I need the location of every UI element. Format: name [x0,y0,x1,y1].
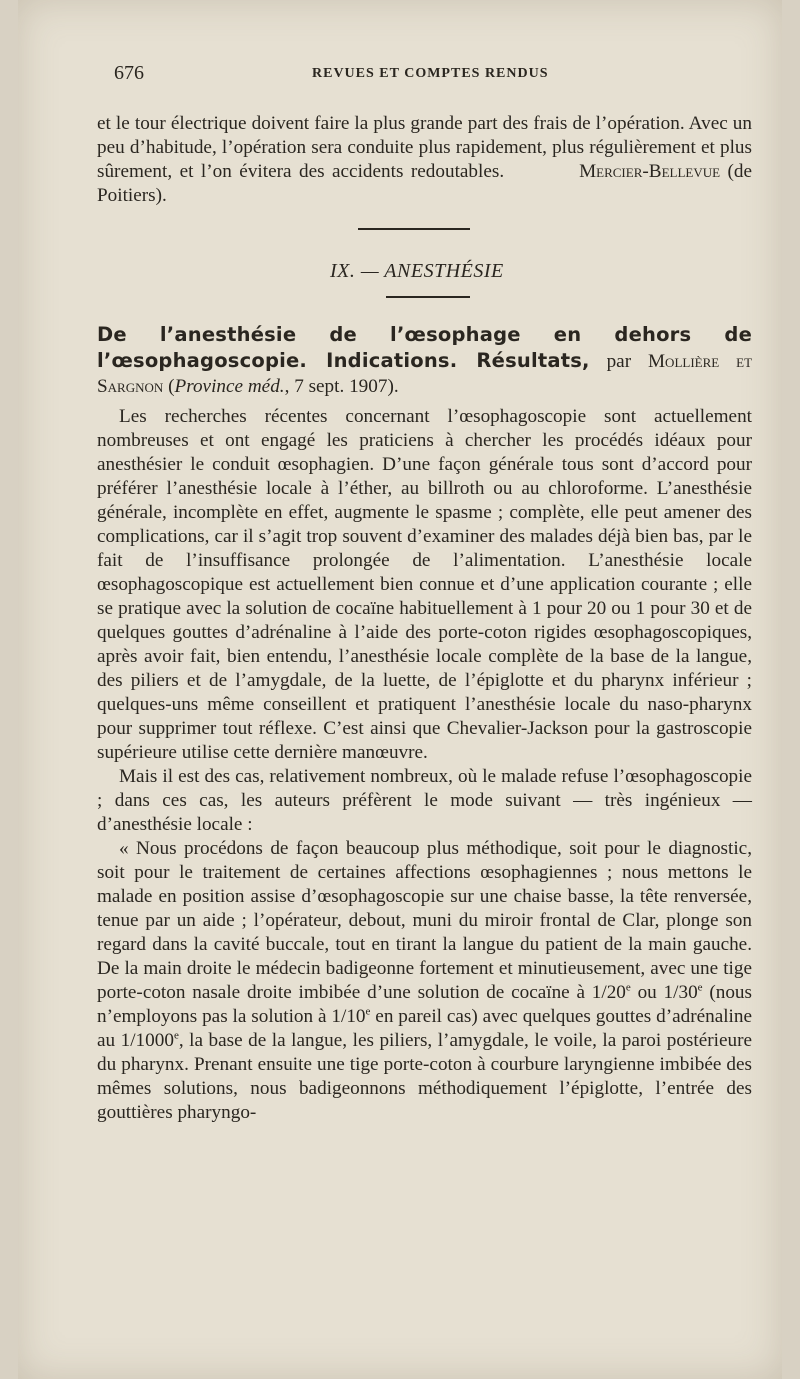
paragraph-3-part-a: « Nous procédons de façon beaucoup plus méthodique, soit pour le diagnostic, soit pour le traitement de certaines affections œsophagiennes ; nous mettons le malade en position assise d’œsophagoscopie sur une chaise basse, la tête renversée, tenue par un aide ; l’opérateur, debout, muni du miroir frontal de Clar, plonge son regard dans la cavité buccale, tout en tirant la langue du patient de la main gauche. De la main droite le médecin badigeonne fortement et minutieusement, avec une tige porte-coton nasale droite imbibée d’une solution de cocaïne à 1/20 [97,838,752,1003]
divider-bottom [386,296,470,298]
superscript: e [365,1005,371,1018]
signature-place: (de Poitiers). [97,161,753,206]
running-title: REVUES ET COMPTES RENDUS [312,66,549,81]
superscript: e [173,1029,179,1042]
intro-paragraph [97,112,752,208]
article-authors: Mollière et Sargnon [97,351,753,397]
by-word: par [606,351,632,372]
section-heading: IX. — ANESTHÉSIE [330,260,504,282]
superscript: e [697,981,703,994]
paragraph-1: Les recherches récentes concernant l’œsophagoscopie sont actuellement nombreuses et ont engagé les praticiens à chercher les procédés idéaux pour anesthésier le conduit œsophagien. D’une façon générale tous sont d’accord pour préférer l’anesthésie locale à l’éther, au billroth ou au chloroforme. L’anesthésie générale, incomplète en effet, augmente le spasme ; complète, elle peut amener des complications, car il s’agit trop souvent d’examiner des malades déjà bien bas, par le fait de l’insuffisance prolongée de l’alimentation. L’anesthésie locale œsophagoscopique est actuellement bien connue et d’une application courante ; elle se pratique avec la solution de cocaïne habituellement à 1 pour 20 ou 1 pour 30 et de quelques gouttes d’adrénaline à l’aide des porte-coton rigides œsophagoscopiques, après avoir fait, bien entendu, l’anesthésie locale complète de la base de la langue, des piliers et de l’amygdale, de la luette, de l’épiglotte et du pharynx inférieur ; quelques-uns même conseillent et pratiquent l’anesthésie locale du naso-pharynx pour supprimer tout réflexe. C’est ainsi que Chevalier-Jackson pour la gastroscopie supérieure utilise cette dernière manœuvre. [97,406,752,763]
source-date: , 7 sept. 1907). [284,376,399,397]
paragraph-3-part-c: (nous n’employons pas la solution à 1/10 [97,982,752,1027]
paragraph-3-part-d: en pareil cas) avec quelques gouttes d’adrénaline au 1/1000 [97,1006,752,1051]
paragraph-3-part-e: , la base de la langue, les piliers, l’amygdale, le voile, la paroi postérieure du pharynx. Prenant ensuite une tige porte-coton à courbure laryngienne imbibée des mêmes solutions, nous badigeonnons méthodiquement l’épiglotte, l’entrée des gouttières pharyngo- [97,1030,752,1123]
signature: Mercier-Bellevue [579,161,721,182]
paragraph-3-part-b: ou 1/30 [630,982,698,1003]
article-title: De l’anesthésie de l’œsophage en dehors de l’œsophagoscopie. Indications. Résultats, [97,323,752,372]
intro-text: et le tour électrique doivent faire la plus grande part des frais de l’opération. Avec un peu d’habitude, l’opération sera conduite plus rapidement, plus régulièrement et plus sûrement, et l’on évitera des accidents redoutables. [97,113,752,182]
divider-top [358,228,470,230]
paragraph-3 [97,837,752,1125]
article: De l’anesthésie de l’œsophage en dehors de l’œsophagoscopie. Indications. Résultats, par Mollière et Sargnon (Province méd., 7 sept. 1907). Les recherches récentes concernant l’œsophagoscopie sont actuellement nombreuses et ont engagé les praticiens à chercher les procédés idéaux pour anesthésier le conduit œsophagien. D’une façon générale tous sont d’accord pour préférer l’anesthésie locale à l’éther, au billroth ou au chloroforme. L’anesthésie générale, incomplète en effet, augmente le spasme ; complète, elle peut amener des complications, car il s’agit trop souvent d’examiner des malades déjà bien bas, par le fait de l’insuffisance prolongée de l’alimentation. L’anesthésie locale œsophagoscopique est actuellement bien connue et d’une application courante ; elle se pratique avec la solution de cocaïne habituellement à 1 pour 20 ou 1 pour 30 et de quelques gouttes d’adrénaline à l’aide des porte-coton rigides œsophagoscopiques, après avoir fait, bien entendu, l’anesthésie locale complète de la base de la langue, des piliers et de l’amygdale, de la luette, de l’épiglotte et du pharynx inférieur ; quelques-uns même conseillent et pratiquent l’anesthésie locale du naso-pharynx pour supprimer tout réflexe. C’est ainsi que Chevalier-Jackson pour la gastroscopie supérieure utilise cette dernière manœuvre. Mais il est des cas, relativement nombreux, où le malade refuse l’œsophagoscopie ; dans ces cas, les auteurs préfèrent le mode suivant — très ingénieux — d’anesthésie locale : « Nous procédons de façon beaucoup plus méthodique, soit pour le diagnostic, soit pour le traitement de certaines affections œsophagiennes ; nous mettons le malade en position assise d’œsophagoscopie sur une chaise basse, la tête renversée, tenue par un aide ; l’opérateur, debout, muni du miroir frontal de Clar, plonge son regard dans la cavité buccale, tout en tirant la langue du patient de la main gauche. De la main droite le médecin badigeonne fortement et minutieusement, avec une tige porte-coton nasale droite imbibée d’une solution de cocaïne à 1/20e ou 1/30e (nous n’employons pas la solution à 1/10e en pareil cas) avec quelques gouttes d’adrénaline au 1/1000e, la base de la langue, les piliers, l’amygdale, le voile, la paroi postérieure du pharynx. Prenant ensuite une tige porte-coton à courbure laryngienne imbibée des mêmes solutions, nous badigeonnons méthodiquement l’épiglotte, l’entrée des gouttières pharyngo- [97,323,753,1123]
page-header [114,62,754,88]
source-journal: Province méd. [174,376,285,397]
page-number: 676 [114,62,144,84]
superscript: e [625,981,631,994]
paragraph-2: Mais il est des cas, relativement nombreux, où le malade refuse l’œsophagoscopie ; dans ces cas, les auteurs préfèrent le mode suivant — très ingénieux — d’anesthésie locale : [97,766,752,835]
